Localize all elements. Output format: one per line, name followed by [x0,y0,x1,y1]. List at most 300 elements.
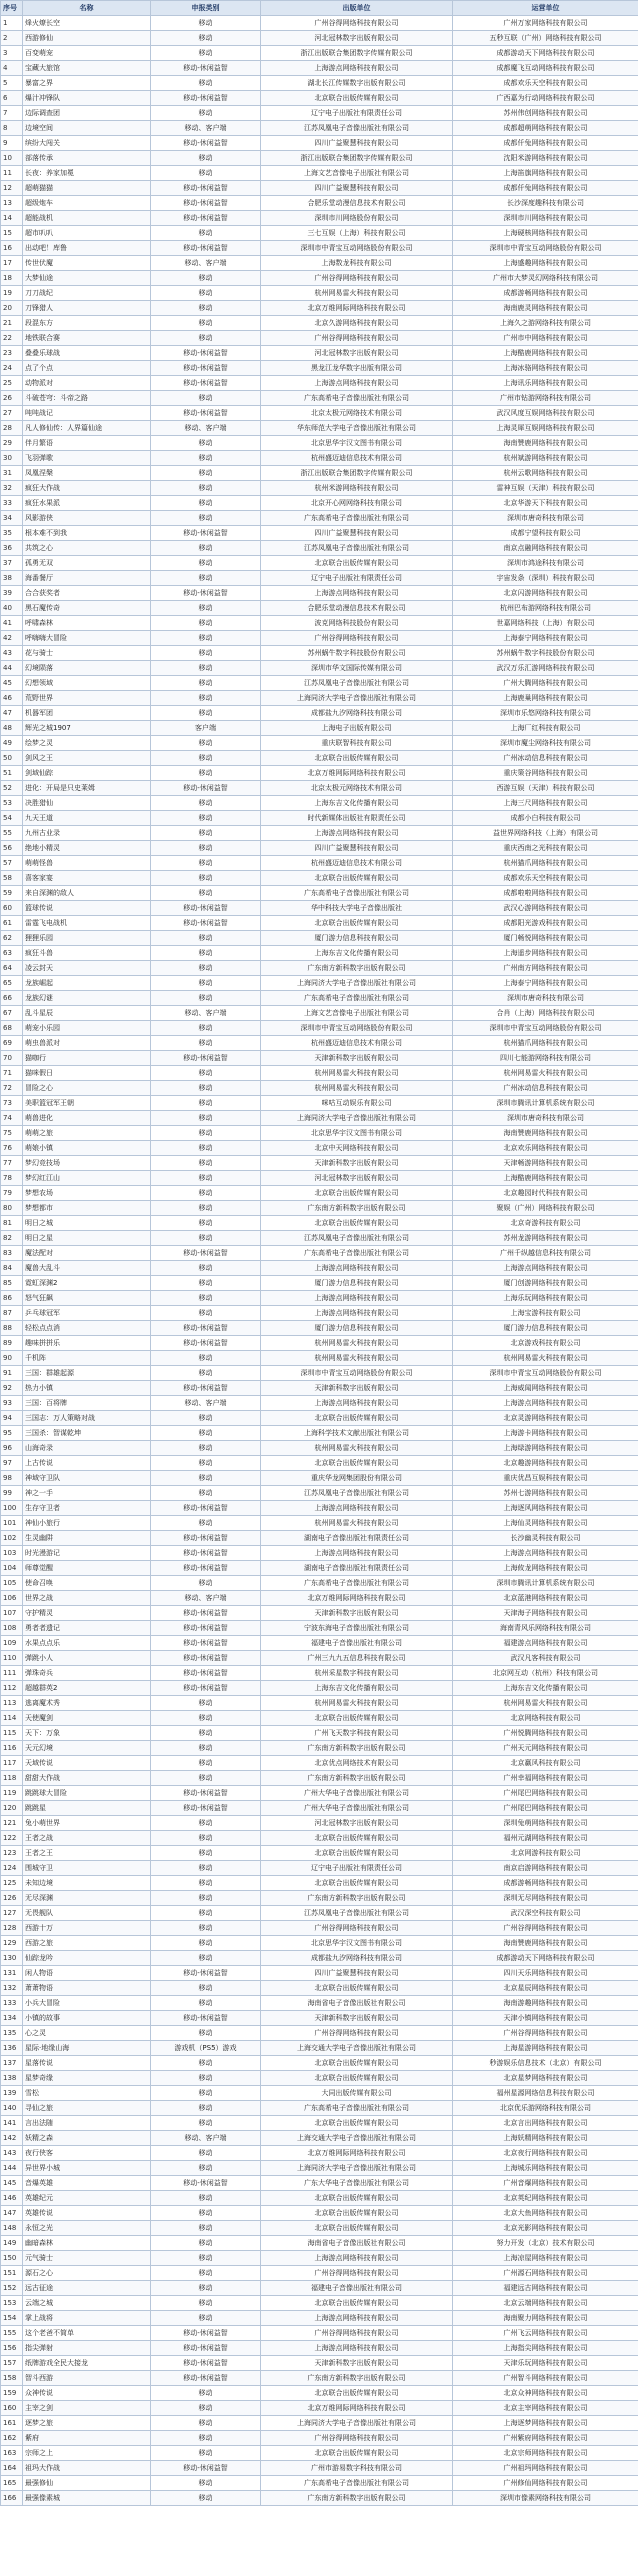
category: 移动 [151,76,261,91]
table-row [1,586,638,601]
category: 移动 [151,331,261,346]
publisher: 时代新媒体出版社有限责任公司 [261,811,453,826]
table-row [1,1111,638,1126]
operator: 厦门创游网络科技有限公司 [453,1276,638,1291]
game-name: 闲人物语 [23,1966,151,1981]
publisher: 北京联合出版传媒有限公司 [261,2206,453,2221]
category: 移动 [151,1426,261,1441]
category: 移动-休闲益智 [151,1531,261,1546]
category: 移动 [151,841,261,856]
publisher: 上海游点网络科技有限公司 [261,1501,453,1516]
game-name: 黑石魔传奇 [23,601,151,616]
category: 移动 [151,1771,261,1786]
row-index: 157 [1,2356,23,2371]
category: 移动 [151,2401,261,2416]
publisher: 广东高希电子音像出版社有限公司 [261,391,453,406]
game-name: 小兵大冒险 [23,1996,151,2011]
publisher: 北京万维网际网络科技有限公司 [261,1591,453,1606]
table-row [1,121,638,136]
game-name: 英雄传说 [23,2206,151,2221]
game-name: 趣味拼拼乐 [23,1336,151,1351]
table-row [1,1861,638,1876]
operator: 成都游畅网络科技有限公司 [453,1876,638,1891]
operator: 上海笛旗网络科技有限公司 [453,166,638,181]
game-name: 智斗西游 [23,2371,151,2386]
table-row [1,961,638,976]
operator: 苏州蜗牛数字科技股份有限公司 [453,646,638,661]
row-index: 61 [1,916,23,931]
table-row [1,316,638,331]
table-row [1,16,638,31]
table-row [1,706,638,721]
category: 移动 [151,1231,261,1246]
row-index: 39 [1,586,23,601]
table-row [1,271,638,286]
table-row [1,1066,638,1081]
category: 移动 [151,466,261,481]
table-row [1,601,638,616]
table-row [1,451,638,466]
operator: 福州元湖网络科技有限公司 [453,1831,638,1846]
row-index: 55 [1,826,23,841]
row-index: 155 [1,2326,23,2341]
game-name: 星梦奇缘 [23,2071,151,2086]
category: 移动 [151,2026,261,2041]
operator: 广州大腾网络科技有限公司 [453,676,638,691]
row-index: 109 [1,1636,23,1651]
game-name: 世界之战 [23,1591,151,1606]
table-row [1,2251,638,2266]
game-name: 雪松 [23,2086,151,2101]
row-index: 68 [1,1021,23,1036]
publisher: 湖南电子音像出版社有限责任公司 [261,1531,453,1546]
publisher: 上海数龙科技有限公司 [261,256,453,271]
category: 移动 [151,946,261,961]
table-row [1,1336,638,1351]
game-name: 绝地小精灵 [23,841,151,856]
game-name: 跳跳星 [23,1801,151,1816]
table-row [1,1366,638,1381]
publisher: 上海东吉文化传播有限公司 [261,946,453,961]
game-name: 三国杀：智谋乾坤 [23,1426,151,1441]
operator: 上海鹿巢网络科技有限公司 [453,691,638,706]
table-row [1,1321,638,1336]
operator: 广州幸福网络科技有限公司 [453,1771,638,1786]
row-index: 73 [1,1096,23,1111]
game-name: 猫咪假日 [23,1066,151,1081]
game-name: 伴月繁语 [23,436,151,451]
game-name: 掌上战将 [23,2311,151,2326]
game-name: 最强像素城 [23,2491,151,2506]
game-name: 天元幻境 [23,1741,151,1756]
game-name: 剑域仙踪 [23,766,151,781]
row-index: 108 [1,1621,23,1636]
table-row [1,2416,638,2431]
game-name: 九天王道 [23,811,151,826]
category: 移动 [151,1171,261,1186]
game-name: 指尖弹射 [23,2341,151,2356]
game-name: 疯狂斗兽 [23,946,151,961]
category: 移动 [151,1306,261,1321]
row-index: 85 [1,1276,23,1291]
row-index: 139 [1,2086,23,2101]
table-row [1,2476,638,2491]
game-name: 霓虹深渊2 [23,1276,151,1291]
row-index: 82 [1,1231,23,1246]
category: 移动 [151,811,261,826]
operator: 上海盛趣网络科技有限公司 [453,256,638,271]
table-row [1,1816,638,1831]
row-index: 34 [1,511,23,526]
category: 移动 [151,556,261,571]
operator: 杭州网易雷火科技有限公司 [453,1696,638,1711]
row-index: 105 [1,1576,23,1591]
row-index: 97 [1,1456,23,1471]
publisher: 辽宁电子出版社有限责任公司 [261,571,453,586]
table-row [1,436,638,451]
game-name: 吨吨战记 [23,406,151,421]
row-index: 22 [1,331,23,346]
table-row [1,2371,638,2386]
operator: 上海宝游科技有限公司 [453,1306,638,1321]
game-name: 天下：万象 [23,1726,151,1741]
row-index: 86 [1,1291,23,1306]
publisher: 四川广益聚慧科技有限公司 [261,136,453,151]
header-name: 名称 [23,1,151,16]
publisher: 广州飞天数字科技有限公司 [261,1726,453,1741]
category: 移动 [151,391,261,406]
table-row [1,811,638,826]
row-index: 42 [1,631,23,646]
operator: 上海厂红科技有限公司 [453,721,638,736]
game-name: 远古征途 [23,2281,151,2296]
table-row [1,2056,638,2071]
category: 移动 [151,1576,261,1591]
table-row [1,2041,638,2056]
game-name: 点了个点 [23,361,151,376]
category: 移动 [151,991,261,1006]
publisher: 杭州网易雷火科技有限公司 [261,286,453,301]
game-name: 大梦仙途 [23,271,151,286]
operator: 上海攸龙网络科技有限公司 [453,1561,638,1576]
row-index: 84 [1,1261,23,1276]
operator: 上海遥步网络科技有限公司 [453,946,638,961]
category: 移动-休闲益智 [151,901,261,916]
category: 移动 [151,886,261,901]
game-name: 英雄纪元 [23,2191,151,2206]
category: 移动 [151,1876,261,1891]
game-name: 动物派对 [23,376,151,391]
category: 移动-休闲益智 [151,181,261,196]
game-name: 祖玛大作战 [23,2461,151,2476]
table-row [1,2176,638,2191]
table-row [1,1171,638,1186]
table-row [1,2116,638,2131]
operator: 杭州猫爪网络科技有限公司 [453,856,638,871]
row-index: 146 [1,2191,23,2206]
row-index: 78 [1,1171,23,1186]
row-index: 90 [1,1351,23,1366]
row-index: 43 [1,646,23,661]
row-index: 158 [1,2371,23,2386]
game-name: 萧萧物语 [23,1981,151,1996]
category: 移动 [151,316,261,331]
game-name: 无畏舰队 [23,1906,151,1921]
table-row [1,31,638,46]
publisher: 北京联合出版传媒有限公司 [261,1186,453,1201]
row-index: 162 [1,2431,23,2446]
row-index: 20 [1,301,23,316]
category: 移动 [151,1186,261,1201]
category: 移动 [151,1111,261,1126]
row-index: 12 [1,181,23,196]
operator: 广州飞云网络科技有限公司 [453,2326,638,2341]
operator: 广州音爆网络科技有限公司 [453,2176,638,2191]
category: 移动 [151,616,261,631]
category: 移动 [151,1216,261,1231]
row-index: 140 [1,2101,23,2116]
game-name: 斗破苍穹：斗帝之路 [23,391,151,406]
row-index: 100 [1,1501,23,1516]
category: 移动 [151,1261,261,1276]
table-row [1,1141,638,1156]
header-operator: 运营单位 [453,1,638,16]
category: 移动-休闲益智 [151,241,261,256]
publisher: 上海文艺音像电子出版社有限公司 [261,166,453,181]
publisher: 福建电子音像出版社有限公司 [261,1636,453,1651]
publisher: 北京联合出版传媒有限公司 [261,556,453,571]
table-row [1,1741,638,1756]
table-row [1,556,638,571]
operator: 福建远古网络科技有限公司 [453,2281,638,2296]
publisher: 杭州网易雷火科技有限公司 [261,1081,453,1096]
table-row [1,1951,638,1966]
publisher: 上海游点网络科技有限公司 [261,2341,453,2356]
table-row [1,2161,638,2176]
publisher: 上海游点网络科技有限公司 [261,586,453,601]
operator: 北京大鱼网络科技有限公司 [453,2206,638,2221]
operator: 杭州云歌网络科技有限公司 [453,466,638,481]
table-row [1,1621,638,1636]
row-index: 131 [1,1966,23,1981]
row-index: 148 [1,2221,23,2236]
operator: 北京英纪网络科技有限公司 [453,2191,638,2206]
category: 移动、客户端 [151,421,261,436]
category: 移动-休闲益智 [151,781,261,796]
game-name: 缤纷大闯关 [23,136,151,151]
row-index: 17 [1,256,23,271]
category: 移动-休闲益智 [151,2461,261,2476]
publisher: 北京联合出版传媒有限公司 [261,871,453,886]
game-name: 甜甜大作战 [23,1771,151,1786]
game-name: 狸狸乐园 [23,931,151,946]
operator: 深圳市中青宝互动网络股份有限公司 [453,1021,638,1036]
category: 移动-休闲益智 [151,1561,261,1576]
game-name: 这个老爸不简单 [23,2326,151,2341]
table-row [1,1876,638,1891]
table-row [1,541,638,556]
game-name: 神域守卫队 [23,1471,151,1486]
row-index: 28 [1,421,23,436]
publisher: 三七互娱（上海）科技有限公司 [261,226,453,241]
table-row [1,1126,638,1141]
row-index: 154 [1,2311,23,2326]
table-row [1,2206,638,2221]
operator: 深圳市像素网络科技有限公司 [453,2491,638,2506]
table-row [1,676,638,691]
game-name: 萌宠小乐园 [23,1021,151,1036]
publisher: 浙江出版联合集团数字传媒有限公司 [261,46,453,61]
row-index: 160 [1,2401,23,2416]
category: 移动 [151,2386,261,2401]
game-name: 热力小镇 [23,1381,151,1396]
publisher: 北京中天网络科技有限公司 [261,1141,453,1156]
game-name: 生存守卫者 [23,1501,151,1516]
operator: 广州谷得网络科技有限公司 [453,1921,638,1936]
row-index: 141 [1,2116,23,2131]
category: 移动 [151,1201,261,1216]
game-name: 西游之旅 [23,1936,151,1951]
publisher: 上海游点网络科技有限公司 [261,2311,453,2326]
publisher: 杭州米游网络科技有限公司 [261,481,453,496]
operator: 四川七能游网络科技有限公司 [453,1051,638,1066]
game-name: 萌萌之旅 [23,1126,151,1141]
publisher: 广州谷得网络科技有限公司 [261,2326,453,2341]
operator: 广州市大梦灵幻网络科技有限公司 [453,271,638,286]
publisher: 广东高希电子音像出版社有限公司 [261,886,453,901]
game-name: 烽火燎长空 [23,16,151,31]
game-name: 妖精之森 [23,2131,151,2146]
category: 移动 [151,1891,261,1906]
table-row [1,946,638,961]
game-name: 三国志：万人策略对战 [23,1411,151,1426]
game-name: 星际·地缘山海 [23,2041,151,2056]
category: 移动-休闲益智 [151,361,261,376]
operator: 上海东吉文化传播有限公司 [453,1681,638,1696]
table-row [1,2266,638,2281]
category: 移动 [151,481,261,496]
table-row [1,421,638,436]
game-name: 部落传承 [23,151,151,166]
publisher: 上海同济大学电子音像出版社有限公司 [261,2416,453,2431]
category: 移动 [151,571,261,586]
publisher: 波克网络科技股份有限公司 [261,616,453,631]
operator: 广州南方网络科技有限公司 [453,961,638,976]
game-name: 逃离魔术秀 [23,1696,151,1711]
category: 移动 [151,166,261,181]
row-index: 98 [1,1471,23,1486]
category: 移动 [151,2236,261,2251]
table-row [1,1381,638,1396]
game-name: 呼啸森林 [23,616,151,631]
category: 移动-休闲益智 [151,2341,261,2356]
publisher: 上海电子出版有限公司 [261,721,453,736]
operator: 成都超萌网络科技有限公司 [453,121,638,136]
publisher: 上海游点网络科技有限公司 [261,1306,453,1321]
publisher: 华中科技大学电子音像出版社 [261,901,453,916]
publisher: 北京联合出版传媒有限公司 [261,2056,453,2071]
table-row [1,1906,638,1921]
row-index: 6 [1,91,23,106]
game-name: 王者之王 [23,1846,151,1861]
category: 移动 [151,661,261,676]
category: 移动 [151,931,261,946]
row-index: 124 [1,1861,23,1876]
game-name: 荒野世界 [23,691,151,706]
publisher: 厦门游力信息科技有限公司 [261,1321,453,1336]
game-name: 进化：开局是只史莱姆 [23,781,151,796]
row-index: 142 [1,2131,23,2146]
header-index: 序号 [1,1,23,16]
operator: 福州星源网络信息科技有限公司 [453,2086,638,2101]
game-name: 呼嗨嗨大冒险 [23,631,151,646]
operator: 长沙深度趣科技有限公司 [453,196,638,211]
operator: 上海泰宁网络科技有限公司 [453,976,638,991]
game-name: 宝藏大旅馆 [23,61,151,76]
operator: 杭州巴布游网络科技有限公司 [453,601,638,616]
category: 移动 [151,46,261,61]
publisher: 上海游点网络科技有限公司 [261,1546,453,1561]
row-index: 96 [1,1441,23,1456]
operator: 北京赢风科技有限公司 [453,1756,638,1771]
game-name: 纸牌游戏全民大接龙 [23,2356,151,2371]
game-name: 怒气狂飙 [23,1291,151,1306]
row-index: 44 [1,661,23,676]
category: 移动 [151,2146,261,2161]
operator: 苏州龙游网络科技有限公司 [453,1231,638,1246]
publisher: 上海科学技术文献出版社有限公司 [261,1426,453,1441]
category: 移动 [151,271,261,286]
operator: 成都宁望科技有限公司 [453,526,638,541]
operator: 上海凉屋网络科技有限公司 [453,2251,638,2266]
row-index: 137 [1,2056,23,2071]
operator: 天津乐玩网络科技有限公司 [453,2356,638,2371]
publisher: 上海同济大学电子音像出版社有限公司 [261,1111,453,1126]
row-index: 30 [1,451,23,466]
table-row [1,1426,638,1441]
operator: 上海久之游网络科技有限公司 [453,316,638,331]
publisher: 北京联合出版传媒有限公司 [261,2296,453,2311]
game-name: 来自深渊的敌人 [23,886,151,901]
operator: 上海绿游网络科技有限公司 [453,1441,638,1456]
operator: 武汉心游网络科技有限公司 [453,901,638,916]
table-row [1,571,638,586]
operator: 北京趣园时代科技有限公司 [453,1186,638,1201]
row-index: 101 [1,1516,23,1531]
operator: 深圳市魔尘网络科技有限公司 [453,736,638,751]
category: 移动 [151,1081,261,1096]
row-index: 92 [1,1381,23,1396]
operator: 北京欢乐网络科技有限公司 [453,1141,638,1156]
game-name: 魔兽大乱斗 [23,1261,151,1276]
row-index: 129 [1,1936,23,1951]
game-name: 星落传说 [23,2056,151,2071]
category: 移动 [151,1726,261,1741]
operator: 上海逐梦网络科技有限公司 [453,2416,638,2431]
publisher: 湖南电子音像出版社有限责任公司 [261,1561,453,1576]
row-index: 11 [1,166,23,181]
category: 移动 [151,1936,261,1951]
row-index: 50 [1,751,23,766]
publisher: 咪咕互动娱乐有限公司 [261,1096,453,1111]
row-index: 132 [1,1981,23,1996]
game-name: 勇者者遗记 [23,1621,151,1636]
row-index: 106 [1,1591,23,1606]
table-row [1,1081,638,1096]
game-name: 永恒之光 [23,2221,151,2236]
category: 移动 [151,1951,261,1966]
game-name: 三国：百将牌 [23,1396,151,1411]
